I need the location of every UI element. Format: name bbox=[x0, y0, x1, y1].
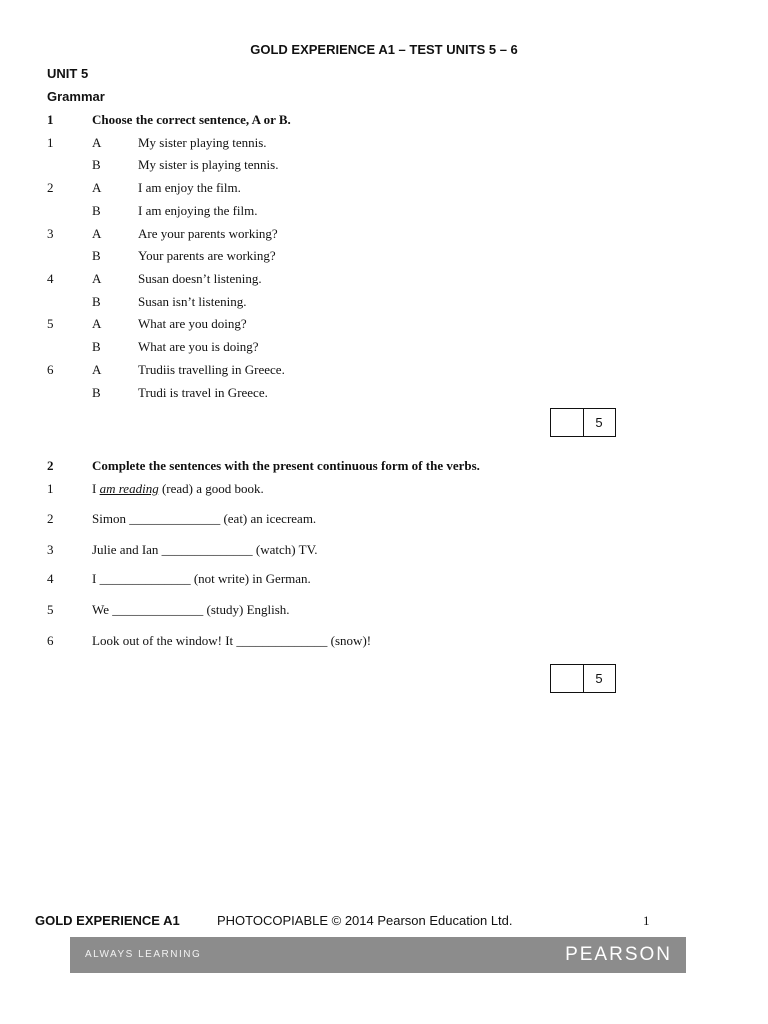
option-letter: A bbox=[92, 316, 102, 331]
option-row bbox=[0, 316, 768, 336]
slogan-logo: ALWAYS LEARNING bbox=[85, 949, 202, 960]
sentence-text[interactable]: Simon ______________ (eat) an icecream. bbox=[92, 511, 317, 526]
option-row bbox=[0, 248, 768, 268]
option-text: Trudiis travelling in Greece. bbox=[138, 362, 285, 377]
item-number: 6 bbox=[47, 633, 54, 648]
option-row bbox=[0, 271, 768, 291]
score-max: 5 bbox=[595, 415, 603, 430]
item-number: 5 bbox=[47, 602, 54, 617]
option-text: Susan isn’t listening. bbox=[138, 294, 247, 309]
option-row bbox=[0, 135, 768, 155]
footer-copyright: PHOTOCOPIABLE © 2014 Pearson Education Ltd. bbox=[217, 913, 513, 928]
option-letter: B bbox=[92, 157, 101, 172]
option-letter: B bbox=[92, 339, 101, 354]
option-row bbox=[0, 226, 768, 246]
option-row bbox=[0, 339, 768, 359]
option-text: Susan doesn’t listening. bbox=[138, 271, 262, 286]
option-letter: B bbox=[92, 203, 101, 218]
item-number: 1 bbox=[47, 481, 54, 496]
item-number: 3 bbox=[47, 226, 54, 241]
option-text: What are you doing? bbox=[138, 316, 247, 331]
item-number: 5 bbox=[47, 316, 54, 331]
sentence-row[interactable] bbox=[0, 633, 768, 653]
item-number: 6 bbox=[47, 362, 54, 377]
footer-book-title: GOLD EXPERIENCE A1 bbox=[35, 913, 180, 928]
option-text: Your parents are working? bbox=[138, 248, 276, 263]
option-row-example-answer bbox=[0, 157, 768, 177]
sentence-text[interactable]: Look out of the window! It ______________ (snow)! bbox=[92, 633, 372, 648]
option-row bbox=[0, 180, 768, 200]
option-text: My sister playing tennis. bbox=[138, 135, 267, 150]
option-letter: A bbox=[92, 135, 102, 150]
option-letter: A bbox=[92, 180, 102, 195]
option-text: I am enjoy the film. bbox=[138, 180, 241, 195]
sentence-row[interactable] bbox=[0, 602, 768, 622]
sentence-before: I bbox=[92, 481, 100, 496]
sentence-row[interactable] bbox=[0, 571, 768, 591]
item-number: 4 bbox=[47, 571, 54, 586]
option-letter: B bbox=[92, 248, 101, 263]
sentence-row[interactable] bbox=[0, 511, 768, 531]
item-number: 3 bbox=[47, 542, 54, 557]
option-row bbox=[0, 362, 768, 382]
exercise-number: 1 bbox=[47, 112, 54, 127]
option-letter: B bbox=[92, 385, 101, 400]
item-number: 2 bbox=[47, 180, 54, 195]
option-letter: A bbox=[92, 226, 102, 241]
exercise-instruction: Choose the correct sentence, A or B. bbox=[92, 112, 291, 127]
page-number: 1 bbox=[643, 913, 650, 928]
sentence-text[interactable]: Julie and Ian ______________ (watch) TV. bbox=[92, 542, 318, 557]
brand-bar bbox=[70, 937, 686, 973]
option-text: My sister is playing tennis. bbox=[138, 157, 279, 172]
sentence-text[interactable]: I ______________ (not write) in German. bbox=[92, 571, 311, 586]
page-title: GOLD EXPERIENCE A1 – TEST UNITS 5 – 6 bbox=[250, 42, 518, 57]
exercise-number: 2 bbox=[47, 458, 54, 473]
sentence-after: (read) a good book. bbox=[158, 481, 264, 496]
option-letter: A bbox=[92, 362, 102, 377]
option-text: Trudi is travel in Greece. bbox=[138, 385, 268, 400]
score-max: 5 bbox=[595, 671, 603, 686]
item-number: 2 bbox=[47, 511, 54, 526]
option-row bbox=[0, 385, 768, 405]
option-row bbox=[0, 294, 768, 314]
score-box[interactable] bbox=[550, 408, 616, 437]
score-box[interactable] bbox=[550, 664, 616, 693]
sentence-row-example bbox=[0, 481, 768, 501]
exercise-instruction: Complete the sentences with the present continuous form of the verbs. bbox=[92, 458, 480, 473]
section-heading: Grammar bbox=[47, 89, 105, 104]
option-letter: A bbox=[92, 271, 102, 286]
item-number: 1 bbox=[47, 135, 54, 150]
option-row bbox=[0, 203, 768, 223]
option-text: I am enjoying the film. bbox=[138, 203, 258, 218]
option-text: Are your parents working? bbox=[138, 226, 278, 241]
sentence-row[interactable] bbox=[0, 542, 768, 562]
item-number: 4 bbox=[47, 271, 54, 286]
unit-heading: UNIT 5 bbox=[47, 66, 89, 81]
pearson-logo: PEARSON bbox=[565, 944, 672, 965]
option-letter: B bbox=[92, 294, 101, 309]
sentence-text bbox=[92, 481, 264, 497]
example-answer: am reading bbox=[99, 481, 159, 496]
option-text: What are you is doing? bbox=[138, 339, 259, 354]
sentence-text[interactable]: We ______________ (study) English. bbox=[92, 602, 290, 617]
